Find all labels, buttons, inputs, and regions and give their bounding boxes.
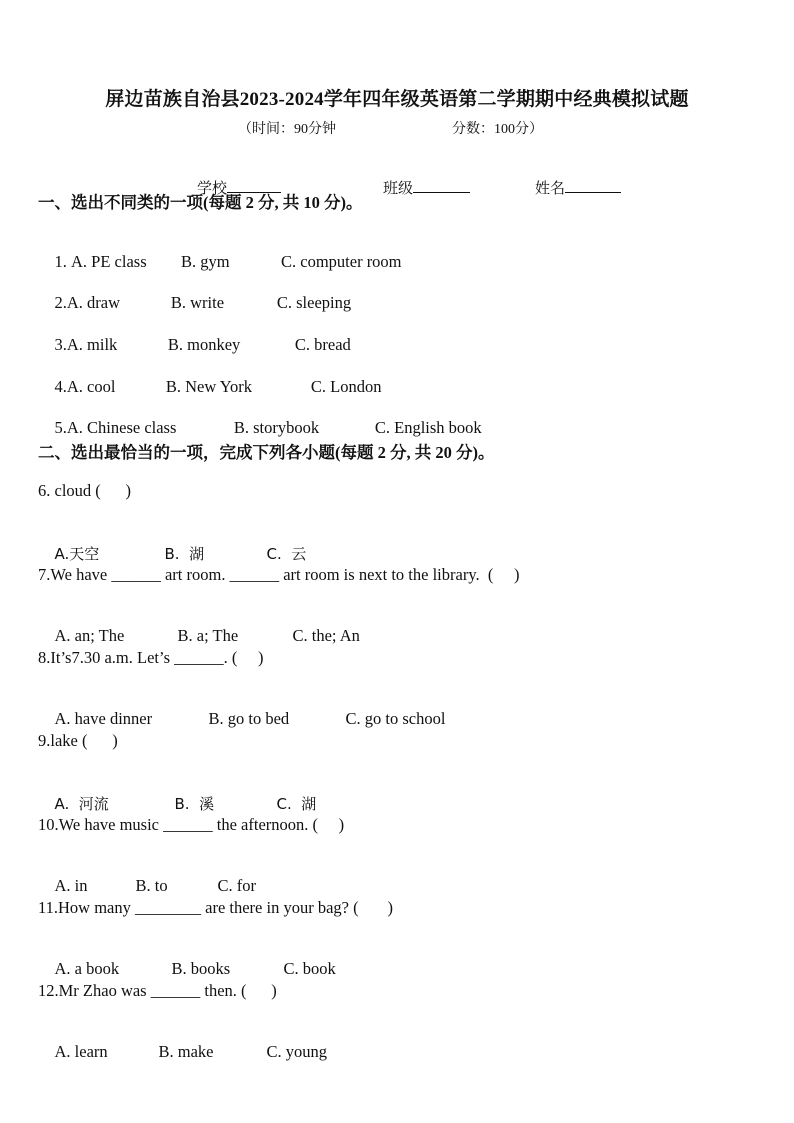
- question-number: 5.: [54, 418, 67, 437]
- option-c[interactable]: C. computer room: [281, 252, 402, 271]
- option-a[interactable]: A. draw: [66, 293, 121, 312]
- option-c[interactable]: C. young: [266, 1042, 328, 1061]
- option-c[interactable]: C. go to school: [345, 709, 446, 728]
- option-b[interactable]: B. books: [171, 959, 231, 978]
- class-label: 班级: [383, 181, 414, 197]
- school-label: 学校: [197, 181, 228, 197]
- option-c[interactable]: C. London: [310, 377, 382, 396]
- option-c[interactable]: C. bread: [294, 335, 351, 354]
- section-2-heading: 二、选出最恰当的一项，完成下列各小题(每题 2 分, 共 20 分)。: [38, 443, 495, 462]
- option-b[interactable]: B. a; The: [177, 626, 239, 645]
- question-12-options: [38, 1022, 327, 1082]
- exam-score: 分数：100分）: [452, 122, 543, 137]
- name-field: [520, 160, 621, 215]
- question-7-stem: 7.We have ______ art room. ______ art room is next to the library. ( ): [38, 565, 520, 584]
- option-a[interactable]: A. PE class: [71, 252, 147, 271]
- option-a[interactable]: A.天空: [54, 545, 100, 563]
- option-c[interactable]: C. 湖: [276, 795, 317, 813]
- option-c[interactable]: C. book: [283, 959, 336, 978]
- name-label: 姓名: [535, 181, 566, 197]
- section-1-heading: 一、选出不同类的一项(每题 2 分, 共 10 分)。: [38, 193, 363, 212]
- question-number: 4.: [54, 377, 67, 396]
- question-8-stem: 8.It’s7.30 a.m. Let’s ______. ( ): [38, 648, 264, 667]
- option-b[interactable]: B. to: [135, 876, 168, 895]
- option-a[interactable]: A. milk: [66, 335, 118, 354]
- class-blank[interactable]: [413, 178, 470, 193]
- option-a[interactable]: A. cool: [66, 377, 116, 396]
- option-b[interactable]: B. 溪: [174, 795, 215, 813]
- question-12-stem: 12.Mr Zhao was ______ then. ( ): [38, 981, 277, 1000]
- option-b[interactable]: B. go to bed: [208, 709, 290, 728]
- option-b[interactable]: B. gym: [181, 252, 230, 271]
- option-a[interactable]: A. a book: [54, 959, 120, 978]
- class-field: [368, 160, 470, 215]
- question-6-stem: 6. cloud ( ): [38, 481, 132, 500]
- option-a[interactable]: A. in: [54, 876, 88, 895]
- option-c[interactable]: C. 云: [266, 545, 307, 563]
- option-b[interactable]: B. write: [170, 293, 225, 312]
- option-c[interactable]: C. for: [217, 876, 256, 895]
- option-a[interactable]: A. 河流: [54, 795, 109, 813]
- option-b[interactable]: B. storybook: [233, 418, 320, 437]
- option-b[interactable]: B. make: [158, 1042, 214, 1061]
- name-blank[interactable]: [565, 178, 621, 193]
- question-number: 2.: [54, 293, 67, 312]
- option-b[interactable]: B. 湖: [164, 545, 205, 563]
- question-number: 3.: [54, 335, 67, 354]
- option-a[interactable]: A. learn: [54, 1042, 108, 1061]
- option-c[interactable]: C. sleeping: [276, 293, 352, 312]
- option-a[interactable]: A. Chinese class: [66, 418, 177, 437]
- option-a[interactable]: A. an; The: [54, 626, 125, 645]
- question-10-stem: 10.We have music ______ the afternoon. ( ): [38, 815, 345, 834]
- exam-time: （时间：90分钟: [238, 122, 336, 137]
- question-11-stem: 11.How many ________ are there in your bag? ( ): [38, 898, 393, 917]
- question-number: 1.: [54, 252, 71, 271]
- option-b[interactable]: B. monkey: [167, 335, 241, 354]
- exam-title: 屏边苗族自治县2023-2024学年四年级英语第二学期期中经典模拟试题: [105, 89, 689, 110]
- question-9-stem: 9.lake ( ): [38, 731, 118, 750]
- option-a[interactable]: A. have dinner: [54, 709, 153, 728]
- option-b[interactable]: B. New York: [165, 377, 253, 396]
- option-c[interactable]: C. the; An: [292, 626, 360, 645]
- option-c[interactable]: C. English book: [374, 418, 482, 437]
